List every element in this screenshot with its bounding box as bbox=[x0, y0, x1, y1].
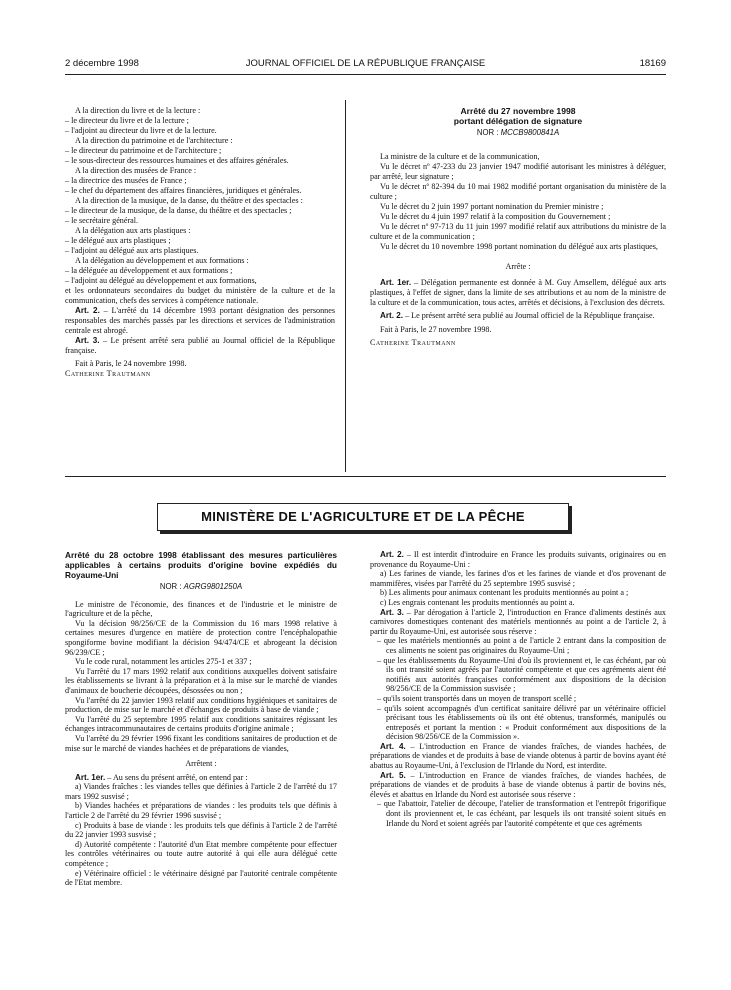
header-journal-title: JOURNAL OFFICIEL DE LA RÉPUBLIQUE FRANÇAISE bbox=[245, 58, 486, 69]
section-separator bbox=[65, 476, 666, 477]
article-2-paragraph bbox=[65, 306, 335, 336]
list-item: – le secrétaire général. bbox=[65, 216, 139, 225]
article-4-paragraph bbox=[370, 742, 666, 771]
ministry-banner bbox=[157, 503, 569, 531]
visa-item: Vu l'arrêté du 25 septembre 1995 relatif aux conditions sanitaires régissant les échanges intracommunautaires de certains produits d'origine animale ; bbox=[65, 714, 337, 734]
visa-item: Vu la décision 98/256/CE de la Commission du 16 mars 1998 relative à certaines mesures d'urgence en matière de protection contre l'encéphalopathie spongiforme bovine modifiant la décision 94/474/CE et abrogeant la décision 96/239/CE ; bbox=[65, 618, 337, 657]
right-bottom-column bbox=[370, 550, 666, 828]
nor-code: AGRG9801250A bbox=[183, 582, 243, 591]
article-number: Art. 3. bbox=[380, 607, 404, 617]
definition-item: d) Autorité compétente : l'autorité d'un Etat membre compétente pour effectuer les contrôles vétérinaires ou toute autre autorité à qui elle aura délégué cette compétence ; bbox=[65, 839, 337, 869]
arrete-heading: Arrête : bbox=[505, 262, 531, 271]
visas-list bbox=[370, 152, 666, 252]
article-1-paragraph bbox=[65, 773, 337, 783]
article-text: – Le présent arrêté sera publié au Journal officiel de la République française. bbox=[403, 311, 655, 320]
article-number: Art. 2. bbox=[75, 306, 100, 315]
list-item: – le directeur du livre et de la lecture ; bbox=[65, 116, 189, 125]
list-item: A la direction de la musique, de la danse, du théâtre et des spectacles : bbox=[75, 196, 303, 205]
list-item: – le chef du département des affaires financières, juridiques et générales. bbox=[65, 186, 302, 195]
decree-title: Arrêté du 27 novembre 1998 bbox=[460, 106, 576, 116]
visa-item: Vu le décret du 10 novembre 1998 portant nomination du délégué aux arts plastiques, bbox=[380, 242, 658, 251]
definition-item: c) Produits à base de viande : les produits tels que définis à l'article 2 de l'arrêté du 22 janvier 1993 susvisé ; bbox=[65, 820, 337, 840]
decree-subtitle: portant délégation de signature bbox=[453, 116, 583, 126]
signature: Catherine Trautmann bbox=[65, 369, 151, 378]
list-item: – le directeur de la musique, de la danse, du théâtre et des spectacles ; bbox=[65, 206, 292, 215]
conditions-list bbox=[370, 636, 666, 742]
nor-reference: NOR : AGRG9801250A bbox=[159, 582, 243, 591]
list-item: – l'adjoint au délégué aux arts plastiques. bbox=[65, 246, 199, 255]
list-item: et les ordonnateurs secondaires du budget du ministère de la culture et de la communication, chefs des services à compétence nationale. bbox=[65, 286, 335, 305]
visa-item: Vu le décret nº 47-233 du 23 janvier 1947 modifié autorisant les ministres à déléguer, par arrêté, leur signature ; bbox=[370, 162, 666, 181]
nor-code: MCCB9800841A bbox=[500, 128, 560, 137]
header-page-number: 18169 bbox=[639, 58, 666, 69]
left-top-column bbox=[65, 106, 335, 379]
left-bottom-column bbox=[65, 550, 337, 888]
list-item: A la délégation au développement et aux formations : bbox=[75, 256, 249, 265]
page-header bbox=[65, 58, 666, 72]
article-text: – L'arrêté du 14 décembre 1993 portant désignation des personnes responsables des marchés passés par les directions et services de l'administration centrale est abrogé. bbox=[65, 306, 335, 335]
list-item: c) Les engrais contenant les produits mentionnés au point a. bbox=[380, 597, 575, 607]
article-text: – Délégation permanente est donnée à M. Guy Amsellem, délégué aux arts plastiques, à l'effet de signer, dans la limite de ses attributions et au nom de la ministre de la culture et de la communication, tous actes, arrêtés et décisions, à l'exclusion des décrets. bbox=[370, 278, 667, 307]
article-number: Art. 5. bbox=[380, 770, 406, 780]
article-3-paragraph bbox=[65, 336, 335, 356]
signing-place-date: Fait à Paris, le 24 novembre 1998. bbox=[75, 359, 187, 368]
list-item: – que les établissements du Royaume-Uni d'où ils proviennent et, le cas échéant, par où ils ont transité soient agréés par l'autorité compétente et que ces agréments aient été notifiés aux autorités françaises conformément aux dispositions de la décision 98/256/CE de la Commission susvisée ; bbox=[377, 655, 666, 694]
list-item: A la direction du patrimoine et de l'architecture : bbox=[75, 136, 233, 145]
list-item: b) Les aliments pour animaux contenant les produits mentionnés au point a ; bbox=[380, 588, 629, 598]
article-2-paragraph bbox=[370, 550, 666, 569]
article-number: Art. 4. bbox=[380, 741, 406, 751]
definition-item: e) Vétérinaire officiel : le vétérinaire désigné par l'autorité centrale compétente de l'Etat membre. bbox=[65, 868, 337, 888]
article-number: Art. 1er. bbox=[380, 278, 412, 287]
visa-item: Vu le décret nº 82-394 du 10 mai 1982 modifié portant organisation du ministère de la culture ; bbox=[370, 182, 666, 201]
list-item: – l'adjoint au directeur du livre et de la lecture. bbox=[65, 126, 217, 135]
article-2-paragraph bbox=[370, 311, 666, 321]
list-item: a) Les farines de viande, les farines d'os et les farines de viande et d'os provenant de mammifères, visées par l'arrêté du 25 septembre 1995 susvisé ; bbox=[370, 569, 666, 588]
article-number: Art. 1er. bbox=[75, 772, 106, 782]
visa-item: La ministre de la culture et de la communication, bbox=[380, 152, 540, 161]
article-text: – L'introduction en France de viandes fraîches, de viandes hachées, de préparations de viandes et de produits à base de viande obtenus à partir de bovins ayant été abattus au Royaume-Uni, à l'exclusion de l'Irlande du Nord, est interdite. bbox=[370, 741, 666, 771]
visa-item: Vu l'arrêté du 17 mars 1992 relatif aux conditions auxquelles doivent satisfaire les établissements se livrant à la préparation et à la mise sur le marché de viandes d'animaux de boucherie découpées, désossées ou non ; bbox=[65, 666, 337, 695]
article-5-paragraph bbox=[370, 771, 666, 800]
list-item: – la directrice des musées de France ; bbox=[65, 176, 187, 185]
list-item: A la direction des musées de France : bbox=[75, 166, 197, 175]
list-item: – que les matériels mentionnés au point a de l'article 2 entrant dans la composition de ces aliments ne soient pas originaires du Royaume-Uni ; bbox=[377, 636, 666, 655]
list-item: – que l'abattoir, l'atelier de découpe, l'atelier de transformation et l'entrepôt frigorifique dont ils proviennent et, le cas échéant, par lesquels ils ont transité soient situés en Irlande du Nord et soient agréés par l'autorité compétente et que ces agréments bbox=[377, 799, 666, 828]
list-item: – la déléguée au développement et aux formations ; bbox=[65, 266, 233, 275]
article-1-paragraph bbox=[370, 278, 666, 308]
article-3-paragraph bbox=[370, 608, 666, 637]
article-text: – Par dérogation à l'article 2, l'introduction en France d'aliments destinés aux carnivores domestiques contenant des matériels mentionnés au point a de l'article 2, à partir du Royaume-Uni, est autorisée sous réserve : bbox=[370, 607, 666, 636]
list-item: – l'adjoint au délégué au développement et aux formations, bbox=[65, 276, 257, 285]
signature: Catherine Trautmann bbox=[370, 338, 456, 347]
list-item: A la délégation aux arts plastiques : bbox=[75, 226, 191, 235]
decree-title: Arrêté du 28 octobre 1998 établissant des mesures particulières applicables à certains produits d'origine bovine expédiés du Royaume-Uni bbox=[65, 550, 337, 580]
right-top-column bbox=[370, 106, 666, 348]
article-number: Art. 3. bbox=[75, 336, 100, 345]
list-item: – qu'ils soient accompagnés d'un certificat sanitaire délivré par un vétérinaire officiel précisant tous les établissements où ils ont été obtenus, transformés, manipulés ou entreposés et portant la mention : « Produit conformément aux dispositions de la décision 98/256/CE de la Commission ». bbox=[377, 703, 666, 742]
list-item: – qu'ils soient transportés dans un moyen de transport scellé ; bbox=[377, 693, 577, 703]
visa-item: Vu le décret du 2 juin 1997 portant nomination du Premier ministre ; bbox=[380, 202, 604, 211]
list-item: – le directeur du patrimoine et de l'architecture ; bbox=[65, 146, 222, 155]
delegation-list bbox=[65, 106, 335, 306]
visa-item: Vu le code rural, notamment les articles 275-1 et 337 ; bbox=[75, 657, 252, 667]
signing-place-date: Fait à Paris, le 27 novembre 1998. bbox=[380, 325, 492, 334]
visas-list bbox=[65, 600, 337, 754]
definitions-list bbox=[65, 782, 337, 888]
article-number: Art. 2. bbox=[380, 550, 404, 559]
nor-reference: NOR : MCCB9800841A bbox=[476, 128, 560, 137]
column-separator bbox=[345, 100, 346, 472]
definition-item: b) Viandes hachées et préparations de viandes : les produits tels que définis à l'article 2 de l'arrêté du 29 février 1996 susvisé ; bbox=[65, 801, 337, 821]
article-text: – Le présent arrêté sera publié au Journal officiel de la République française. bbox=[65, 336, 335, 355]
article-number: Art. 2. bbox=[380, 311, 404, 320]
visa-item: Le ministre de l'économie, des finances et de l'industrie et le ministre de l'agriculture et de la pêche, bbox=[65, 599, 337, 619]
ministry-name: MINISTÈRE DE L'AGRICULTURE ET DE LA PÊCHE bbox=[201, 509, 525, 524]
header-rule bbox=[65, 74, 666, 75]
visa-item: Vu le décret du 4 juin 1997 relatif à la composition du Gouvernement ; bbox=[380, 212, 611, 221]
arretent-heading: Arrêtent : bbox=[185, 759, 217, 769]
conditions-list bbox=[370, 799, 666, 828]
list-item: A la direction du livre et de la lecture : bbox=[75, 106, 201, 115]
article-text: – Il est interdit d'introduire en France les produits suivants, originaires ou en provenance du Royaume-Uni : bbox=[370, 550, 666, 569]
article-text: – Au sens du présent arrêté, on entend par : bbox=[105, 772, 248, 782]
visa-item: Vu l'arrêté du 22 janvier 1993 relatif aux conditions hygiéniques et sanitaires de production, de mise sur le marché et d'échanges de produits à base de viande ; bbox=[65, 695, 337, 715]
list-item: – le délégué aux arts plastiques ; bbox=[65, 236, 171, 245]
prohibited-products-list bbox=[370, 569, 666, 607]
definition-item: a) Viandes fraîches : les viandes telles que définies à l'article 2 de l'arrêté du 17 mars 1992 susvisé ; bbox=[65, 782, 337, 801]
visa-item: Vu le décret nº 97-713 du 11 juin 1997 modifié relatif aux attributions du ministre de la culture et de la communication ; bbox=[370, 222, 666, 241]
list-item: – le sous-directeur des ressources humaines et des affaires générales. bbox=[65, 156, 289, 165]
visa-item: Vu l'arrêté du 29 février 1996 fixant les conditions sanitaires de production et de mise sur le marché de viandes hachées et de préparations de viandes, bbox=[65, 733, 337, 753]
article-text: – L'introduction en France de viandes fraîches, de viandes hachées, de préparations de viandes et de produits à base de viande obtenus à partir de bovins nés, élevés et abattus en Irlande du Nord est autorisée sous réserve : bbox=[370, 770, 666, 799]
header-date: 2 décembre 1998 bbox=[65, 58, 139, 69]
